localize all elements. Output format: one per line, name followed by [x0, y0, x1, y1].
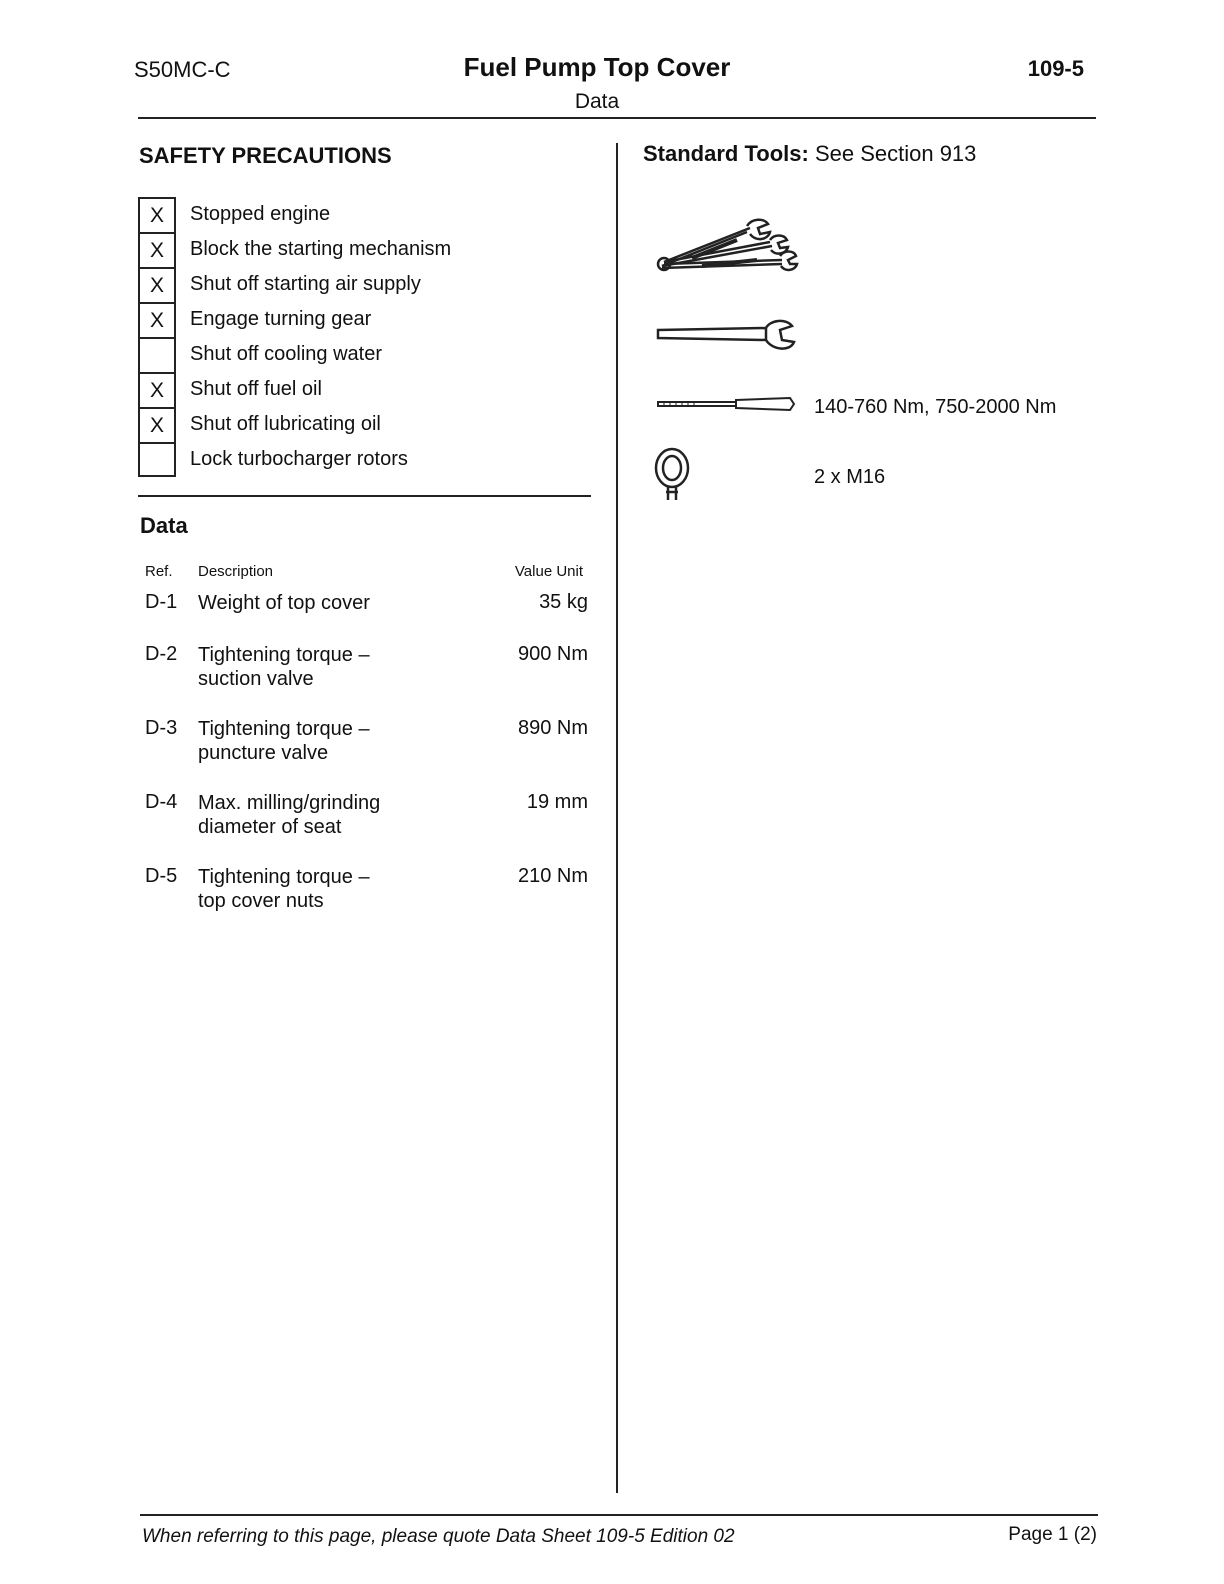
row-value: 210 Nm: [517, 865, 588, 887]
section-rule: [138, 495, 591, 497]
safety-label: Shut off cooling water: [190, 343, 382, 365]
row-description-line: puncture valve: [198, 742, 329, 764]
safety-label: Shut off fuel oil: [190, 378, 322, 400]
row-ref: D-4: [145, 791, 178, 813]
safety-checkbox: X: [138, 232, 176, 267]
safety-checkbox: X: [138, 302, 176, 337]
row-description-line: top cover nuts: [198, 890, 324, 912]
row-value: 35 kg: [539, 591, 588, 613]
torque-wrench-note: 140-760 Nm, 750-2000 Nm: [814, 396, 1057, 418]
row-description-line: Tightening torque –: [198, 644, 370, 666]
row-description-line: Weight of top cover: [198, 592, 370, 614]
page-number: Page 1 (2): [1008, 1524, 1097, 1545]
data-title: Data: [140, 513, 188, 538]
safety-checkbox: X: [138, 197, 176, 232]
row-description: [198, 717, 370, 765]
safety-checkbox: X: [138, 407, 176, 442]
row-description: [198, 865, 370, 913]
open-end-wrench-icon: [654, 318, 799, 354]
safety-checkbox: X: [138, 267, 176, 302]
safety-item: [138, 197, 458, 232]
safety-checkbox: [138, 442, 176, 477]
safety-item: [138, 267, 458, 302]
engine-model: S50MC-C: [134, 57, 231, 82]
column-divider: [616, 143, 618, 1493]
page-subtitle: Data: [574, 90, 620, 113]
row-description: [198, 791, 380, 839]
row-description: [198, 591, 370, 615]
column-header-description: Description: [198, 563, 274, 580]
safety-item: [138, 302, 458, 337]
row-value: 900 Nm: [517, 643, 588, 665]
row-value: 19 mm: [526, 791, 588, 813]
row-ref: D-2: [145, 643, 178, 665]
row-description-line: suction valve: [198, 668, 314, 690]
safety-title: SAFETY PRECAUTIONS: [139, 143, 392, 168]
safety-label: Shut off starting air supply: [190, 273, 421, 295]
row-description-line: Max. milling/grinding: [198, 792, 381, 814]
row-description-line: diameter of seat: [198, 816, 342, 838]
row-description-line: Tightening torque –: [198, 866, 370, 888]
safety-list: [138, 197, 458, 477]
row-ref: D-1: [145, 591, 178, 613]
safety-checkbox: X: [138, 372, 176, 407]
safety-label: Block the starting mechanism: [190, 238, 452, 260]
safety-item: [138, 372, 458, 407]
tools-title-bold: Standard Tools:: [643, 141, 809, 166]
tools-title-rest: See Section 913: [808, 141, 977, 166]
safety-label: Stopped engine: [190, 203, 331, 225]
page-title: Fuel Pump Top Cover: [463, 52, 731, 82]
safety-label: Lock turbocharger rotors: [190, 448, 408, 470]
eye-bolt-note: 2 x M16: [814, 466, 886, 488]
row-ref: D-3: [145, 717, 178, 739]
safety-label: Engage turning gear: [190, 308, 372, 330]
footer-reference: When referring to this page, please quote Data Sheet 109-5 Edition 02: [142, 1526, 735, 1547]
tools-title: [643, 141, 976, 167]
header-rule: [138, 117, 1096, 119]
safety-checkbox: [138, 337, 176, 372]
row-value: 890 Nm: [517, 717, 588, 739]
column-header-value-unit: Value Unit: [514, 563, 583, 580]
safety-item: [138, 232, 458, 267]
safety-item: [138, 407, 458, 442]
safety-label: Shut off lubricating oil: [190, 413, 381, 435]
safety-item: [138, 337, 458, 372]
sheet-code: 109-5: [1027, 56, 1084, 81]
torque-wrench-icon: [654, 392, 799, 416]
row-ref: D-5: [145, 865, 178, 887]
wrench-set-icon: [652, 214, 802, 284]
footer-rule: [140, 1514, 1098, 1516]
row-description-line: Tightening torque –: [198, 718, 370, 740]
row-description: [198, 643, 370, 691]
safety-item: [138, 442, 458, 477]
eye-bolt-icon: [652, 446, 696, 504]
column-header-ref: Ref.: [145, 563, 173, 580]
